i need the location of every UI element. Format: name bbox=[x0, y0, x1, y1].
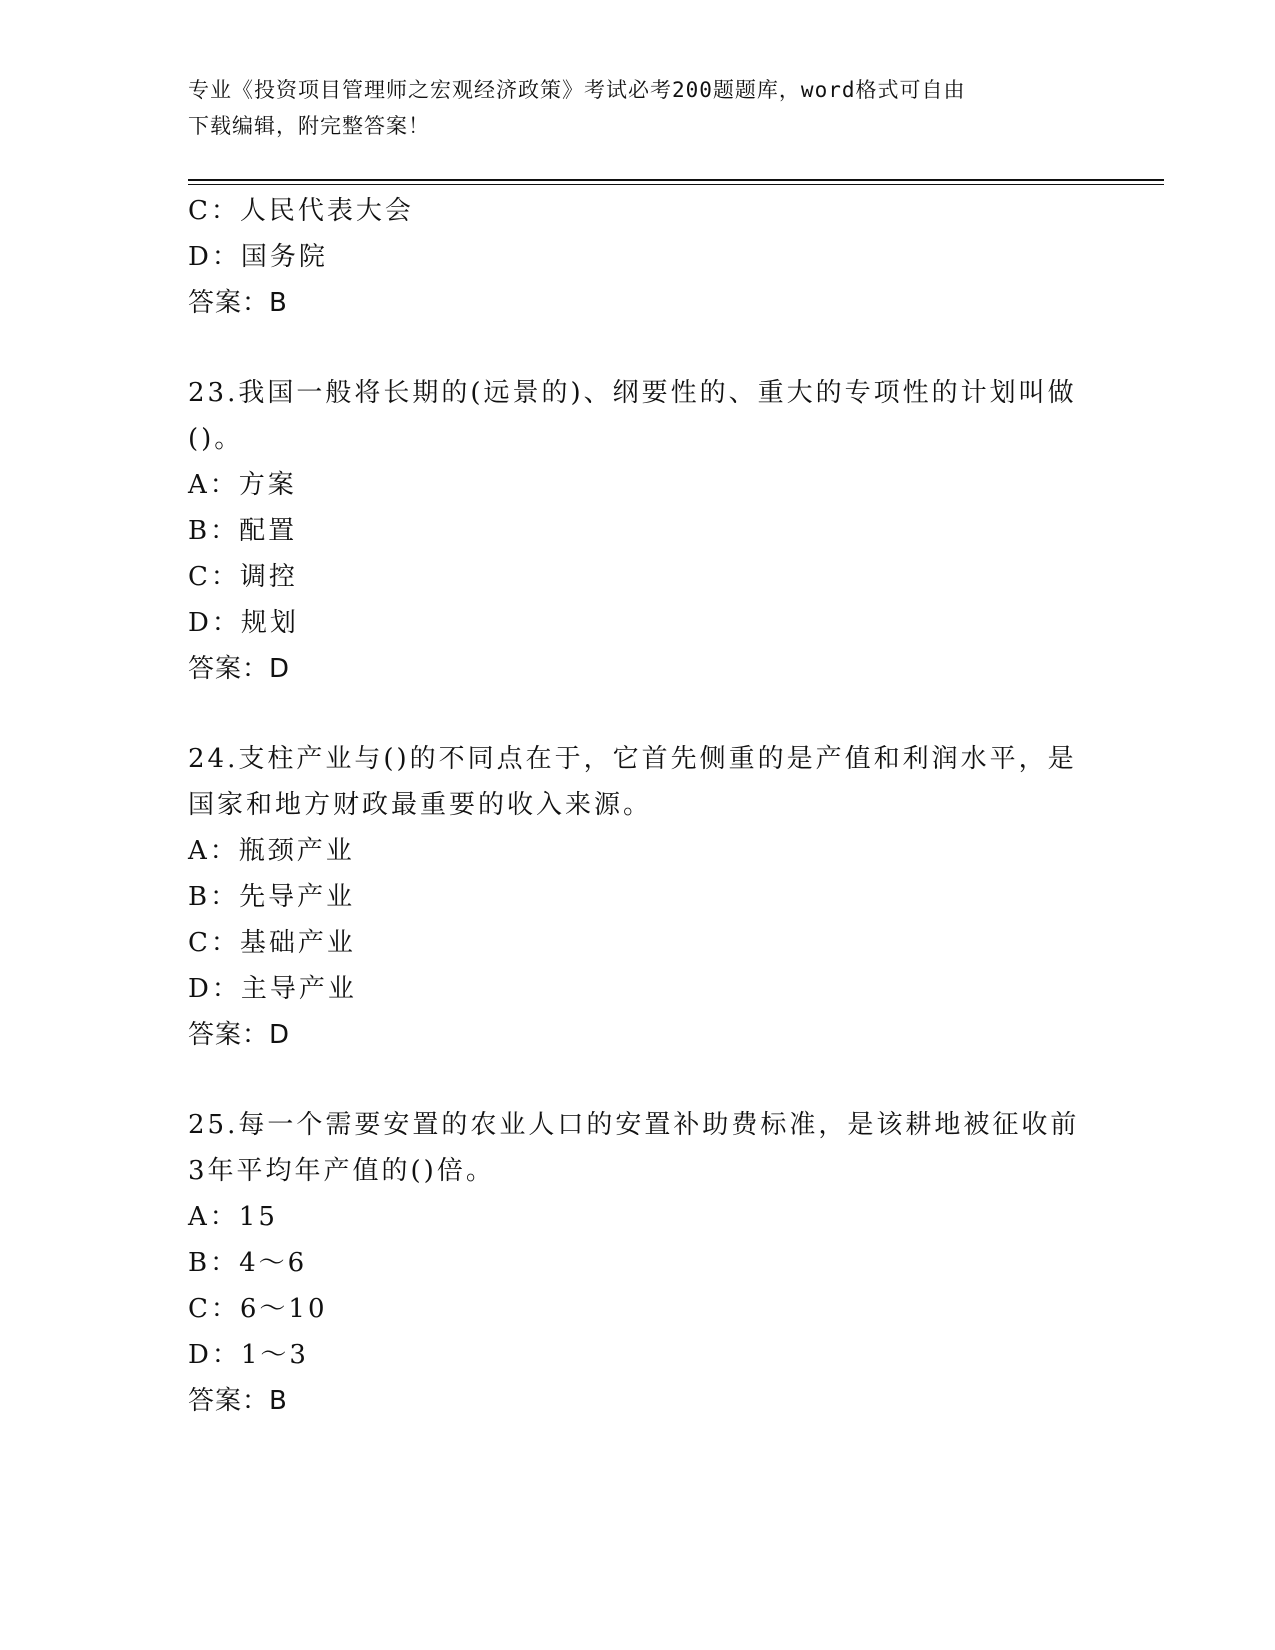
question-24 bbox=[188, 736, 1088, 1058]
question-stem-cont: 3年平均年产值的()倍。 bbox=[188, 1156, 495, 1186]
question-25 bbox=[188, 1102, 1088, 1424]
option-b: B：4～6 bbox=[188, 1248, 308, 1278]
question-stem: 24.支柱产业与()的不同点在于，它首先侧重的是产值和利润水平，是 bbox=[188, 744, 1077, 774]
header-text-line-1: 专业《投资项目管理师之宏观经济政策》考试必考200题题库，word格式可自由 bbox=[188, 78, 966, 102]
answer: 答案：B bbox=[188, 288, 288, 318]
question-stem-cont: 国家和地方财政最重要的收入来源。 bbox=[188, 790, 653, 820]
option-d: D：国务院 bbox=[188, 242, 328, 272]
answer: 答案：D bbox=[188, 654, 291, 684]
option-a: A：15 bbox=[188, 1202, 278, 1232]
option-a: A：方案 bbox=[188, 470, 297, 500]
header-text-line-2: 下载编辑，附完整答案！ bbox=[188, 114, 430, 138]
option-d: D：主导产业 bbox=[188, 974, 357, 1004]
option-c: C：人民代表大会 bbox=[188, 196, 414, 226]
option-c: C：6～10 bbox=[188, 1294, 328, 1324]
answer: 答案：D bbox=[188, 1020, 291, 1050]
option-d: D：规划 bbox=[188, 608, 299, 638]
question-stem-cont: ()。 bbox=[188, 424, 244, 454]
option-c: C：基础产业 bbox=[188, 928, 356, 958]
question-stem: 23.我国一般将长期的(远景的)、纲要性的、重大的专项性的计划叫做 bbox=[188, 378, 1077, 408]
document-header bbox=[188, 72, 1068, 144]
question-stem: 25.每一个需要安置的农业人口的安置补助费标准，是该耕地被征收前 bbox=[188, 1110, 1080, 1140]
question-23 bbox=[188, 370, 1088, 692]
option-a: A：瓶颈产业 bbox=[188, 836, 355, 866]
option-b: B：配置 bbox=[188, 516, 298, 546]
header-divider bbox=[188, 179, 1164, 185]
question-carryover bbox=[188, 188, 1088, 326]
option-d: D：1～3 bbox=[188, 1340, 309, 1370]
option-c: C：调控 bbox=[188, 562, 298, 592]
answer: 答案：B bbox=[188, 1386, 288, 1416]
option-b: B：先导产业 bbox=[188, 882, 356, 912]
question-list bbox=[188, 188, 1088, 1424]
